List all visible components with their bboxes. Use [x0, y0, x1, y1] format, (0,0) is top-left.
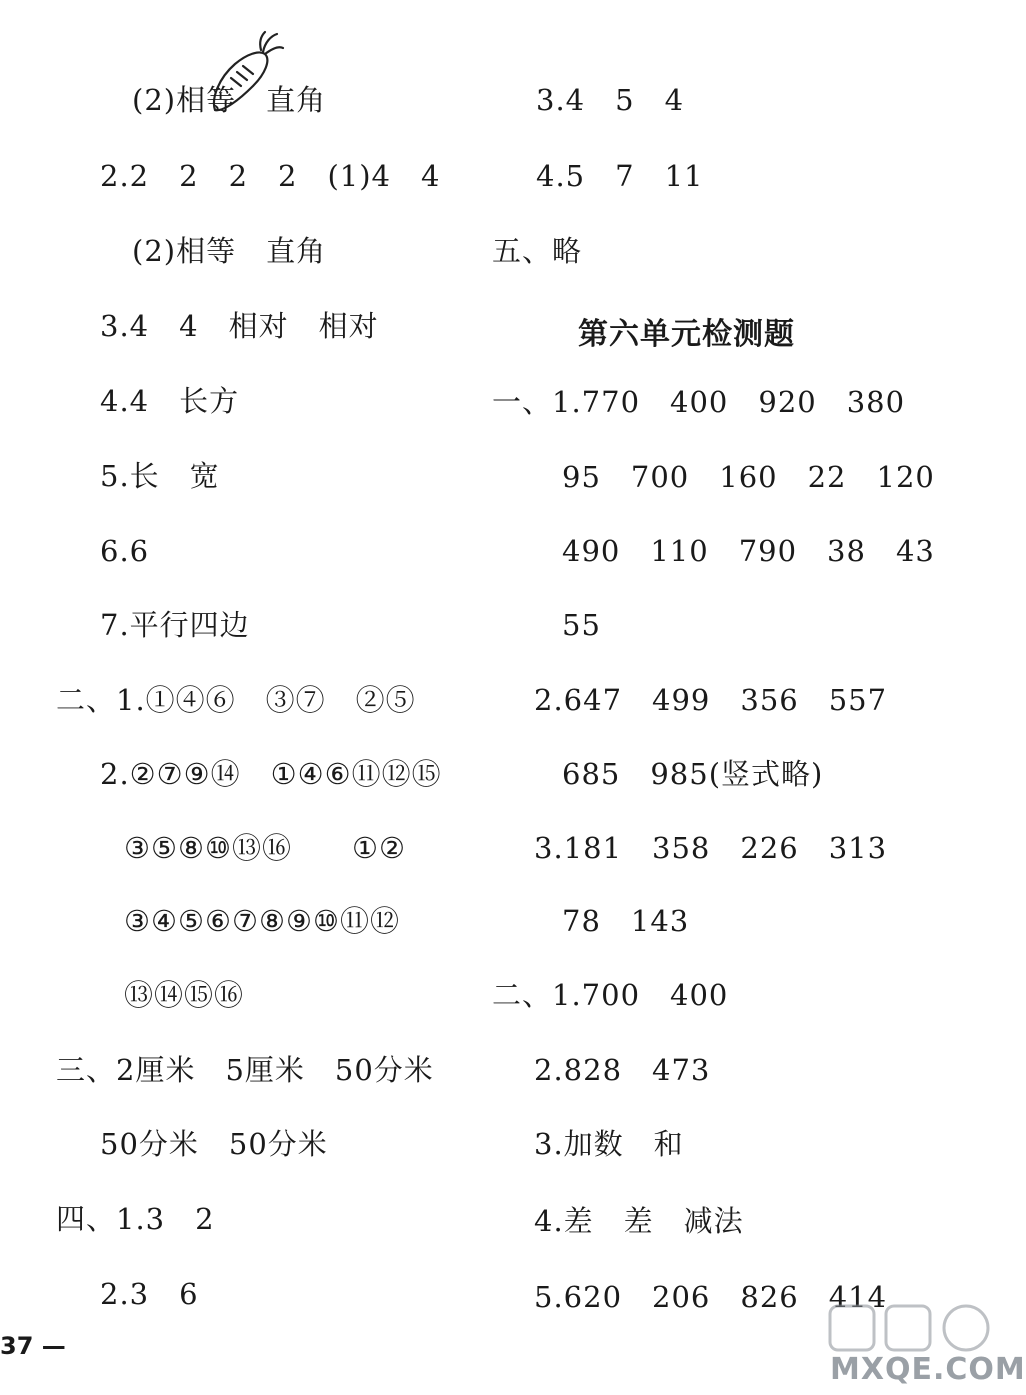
- right-line-11: 3.181 358 226 313: [534, 831, 888, 865]
- left-line-9: 二、1.①④⑥ ③⑦ ②⑤: [56, 683, 416, 717]
- left-line-3: (2)相等 直角: [132, 234, 327, 268]
- left-line-15: 50分米 50分米: [100, 1127, 328, 1161]
- left-line-17: 2.3 6: [100, 1277, 199, 1311]
- right-line-13: 二、1.700 400: [492, 978, 729, 1012]
- left-line-12: ③④⑤⑥⑦⑧⑨⑩⑪⑫: [124, 904, 400, 938]
- left-line-13: ⑬⑭⑮⑯: [124, 978, 245, 1012]
- right-line-6: 95 700 160 22 120: [562, 460, 935, 494]
- right-line-2: 4.5 7 11: [536, 159, 704, 193]
- right-line-10: 685 985(竖式略): [562, 757, 824, 791]
- left-line-6: 5.长 宽: [100, 459, 220, 493]
- right-line-15: 3.加数 和: [534, 1127, 684, 1161]
- right-line-5: 一、1.770 400 920 380: [492, 385, 906, 419]
- left-line-5: 4.4 长方: [100, 384, 240, 418]
- left-line-16: 四、1.3 2: [56, 1202, 215, 1236]
- left-line-11: ③⑤⑧⑩⑬⑯ ①②: [124, 831, 406, 865]
- left-line-14: 三、2厘米 5厘米 50分米: [56, 1053, 434, 1087]
- left-line-10: 2.②⑦⑨⑭ ①④⑥⑪⑫⑮: [100, 757, 442, 791]
- left-line-8: 7.平行四边: [100, 608, 250, 642]
- right-line-8: 55: [562, 608, 601, 642]
- right-line-3: 五、略: [492, 234, 583, 268]
- right-line-1: 3.4 5 4: [536, 83, 685, 117]
- right-line-9: 2.647 499 356 557: [534, 683, 888, 717]
- section-heading: 第六单元检测题: [578, 317, 795, 352]
- right-line-14: 2.828 473: [534, 1053, 711, 1087]
- page-number: 37 —: [0, 1332, 66, 1360]
- right-line-12: 78 143: [562, 904, 690, 938]
- left-line-1: (2)相等 直角: [132, 83, 327, 117]
- left-line-7: 6.6: [100, 534, 150, 568]
- right-line-7: 490 110 790 38 43: [562, 534, 935, 568]
- watermark-logo: [826, 1300, 996, 1356]
- right-line-17: 5.620 206 826 414: [534, 1280, 888, 1314]
- right-line-16: 4.差 差 减法: [534, 1204, 744, 1238]
- left-line-2: 2.2 2 2 2 (1)4 4: [100, 159, 441, 193]
- watermark-text: MXQE.COM: [830, 1352, 1026, 1387]
- left-line-4: 3.4 4 相对 相对: [100, 309, 379, 343]
